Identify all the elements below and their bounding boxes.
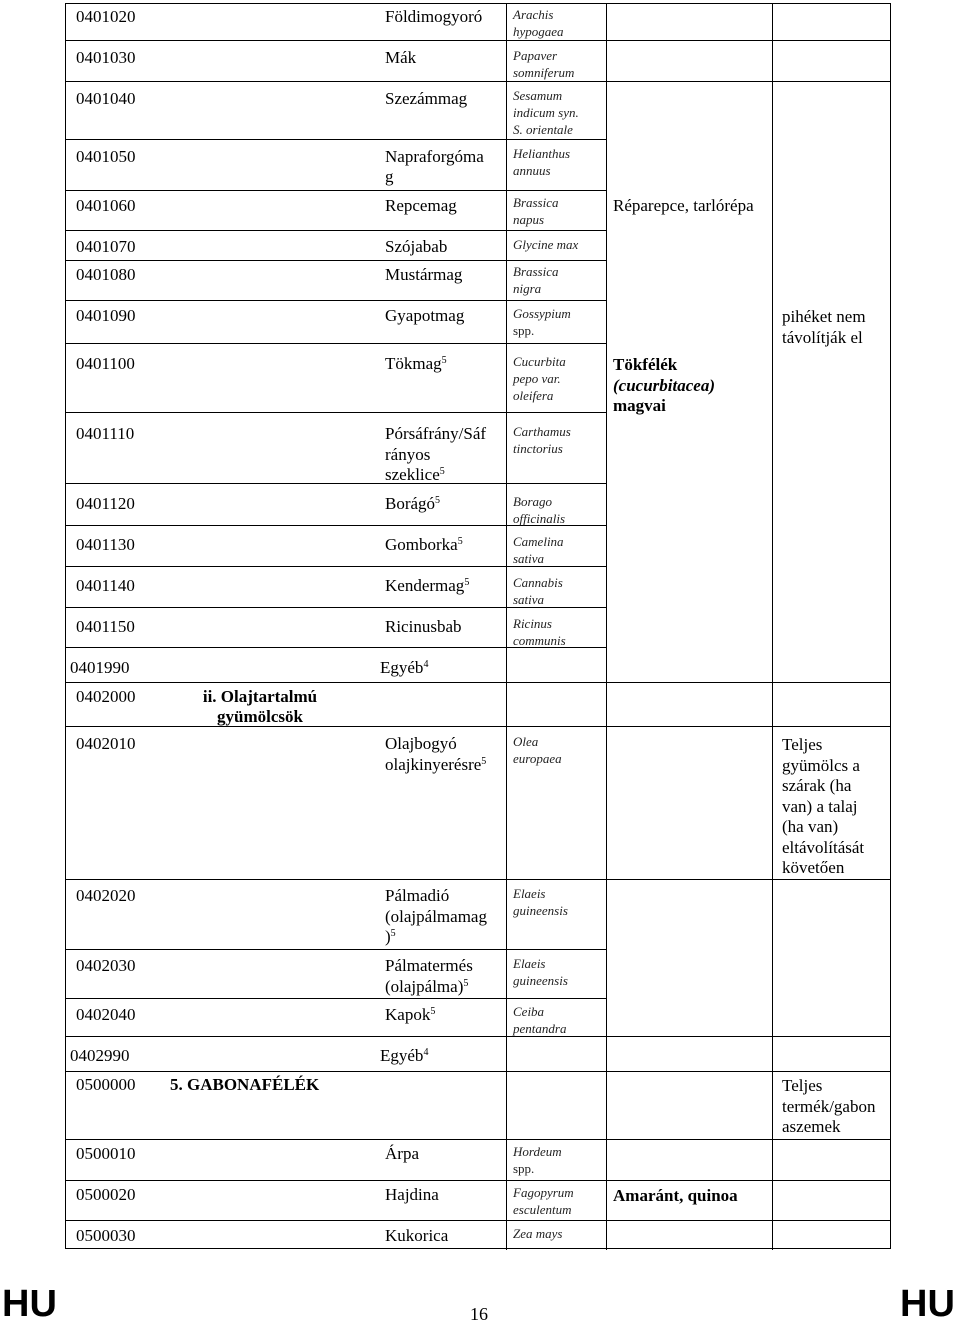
row-scientific-name: Olea europaea	[513, 734, 562, 766]
footer-language-code-left: HU	[2, 1283, 57, 1325]
row-scientific-name: Papaver somniferum	[513, 48, 575, 80]
row-scientific-name: Carthamus tinctorius	[513, 424, 571, 456]
row-code: 0401990	[70, 658, 130, 677]
row-scientific-name: Brassica nigra	[513, 264, 559, 296]
oilfruits-note: Teljes gyümölcs a szárak (ha van) a talaj (ha van) eltávolítását követően	[782, 735, 865, 877]
row-name: Hajdina	[385, 1185, 439, 1204]
row-scientific-name: Ceiba pentandra	[513, 1004, 567, 1036]
row-scientific-name: Arachis hypogaea	[513, 7, 564, 39]
row-name: Mustármag	[385, 265, 463, 284]
row-code: 0401040	[76, 89, 136, 108]
row-name: Tökmag$^5$	[385, 354, 447, 373]
row-code: 0402010	[76, 734, 136, 753]
row-name: Olajbogyó olajkinyerésre$^5$	[385, 734, 487, 774]
row-code: 0402020	[76, 886, 136, 905]
row-code: 0401080	[76, 265, 136, 284]
row-name: Pálmadió (olajpálmamag )$^5$	[385, 886, 487, 946]
section-heading: ii. Olajtartalmú gyümölcsök	[202, 687, 318, 726]
row-code: 0402030	[76, 956, 136, 975]
row-name: Borágó$^5$	[385, 494, 441, 513]
row-name: Gyapotmag	[385, 306, 465, 325]
row-scientific-name: Fagopyrum esculentum	[513, 1185, 574, 1217]
row-name: Árpa	[385, 1144, 419, 1163]
row-code: 0402990	[70, 1046, 130, 1065]
row-code: 0401020	[76, 7, 136, 26]
row-scientific-name: Elaeis guineensis	[513, 886, 568, 918]
row-name: Szezámmag	[385, 89, 468, 108]
row-name: Kendermag$^5$	[385, 576, 470, 595]
row-name: Szójabab	[385, 237, 448, 256]
row-name: Ricinusbab	[385, 617, 462, 636]
row-code: 0500020	[76, 1185, 136, 1204]
row-code: 0500010	[76, 1144, 136, 1163]
row-related-commodities: Réparepce, tarlórépa	[613, 196, 754, 215]
row-name: Kapok$^5$	[385, 1005, 436, 1024]
row-code: 0401050	[76, 147, 136, 166]
row-scientific-name: Sesamum indicum syn. S. orientale	[513, 88, 579, 137]
cereals-note: Teljes termék/gabon aszemek	[782, 1076, 876, 1136]
row-scientific-name: Helianthus annuus	[513, 146, 571, 178]
commodity-table	[65, 3, 891, 1249]
row-code: 0500000	[76, 1075, 136, 1094]
row-scientific-name: Elaeis guineensis	[513, 956, 568, 988]
row-scientific-name: Cucurbita pepo var. oleifera	[513, 354, 566, 403]
row-scientific-name: Glycine max	[513, 237, 579, 252]
row-scientific-name: Borago officinalis	[513, 494, 565, 526]
row-code: 0401140	[76, 576, 135, 595]
row-code: 0402040	[76, 1005, 136, 1024]
row-scientific-name: Brassica napus	[513, 195, 559, 227]
footer-language-code-right: HU	[900, 1283, 955, 1325]
row-code: 0401150	[76, 617, 135, 636]
row-name: Földimogyoró	[385, 7, 483, 26]
row-name: Kukorica	[385, 1226, 449, 1245]
section-heading: 5. GABONAFÉLÉK	[170, 1075, 320, 1094]
row-name: Egyéb$^4$	[380, 658, 429, 677]
row-code: 0401060	[76, 196, 136, 215]
row-related-commodities: Tökfélék (cucurbitacea) magvai	[613, 355, 715, 415]
row-code: 0401070	[76, 237, 136, 256]
row-scientific-name: Zea mays	[513, 1226, 563, 1241]
row-name: Pórsáfrány/Sáf rányos szeklice$^5$	[385, 424, 487, 484]
oilseeds-note: pihéket nem távolítják el	[782, 307, 866, 347]
row-scientific-name: Hordeum spp.	[513, 1144, 562, 1176]
row-code: 0401090	[76, 306, 136, 325]
row-related-commodities: Amaránt, quinoa	[613, 1186, 738, 1205]
row-code: 0500030	[76, 1226, 136, 1245]
row-scientific-name: Cannabis sativa	[513, 575, 563, 607]
row-code: 0401130	[76, 535, 135, 554]
row-name: Repcemag	[385, 196, 457, 215]
page-number: 16	[470, 1304, 488, 1324]
row-code: 0402000	[76, 687, 136, 706]
row-name: Egyéb$^4$	[380, 1046, 429, 1065]
row-code: 0401110	[76, 424, 135, 443]
row-code: 0401030	[76, 48, 136, 67]
row-name: Napraforgóma g	[385, 147, 484, 186]
row-code: 0401120	[76, 494, 135, 513]
row-name: Pálmatermés (olajpálma)$^5$	[385, 956, 473, 996]
row-scientific-name: Gossypium spp.	[513, 306, 571, 338]
row-name: Gomborka$^5$	[385, 535, 463, 554]
row-scientific-name: Camelina sativa	[513, 534, 564, 566]
row-name: Mák	[385, 48, 417, 67]
row-code: 0401100	[76, 354, 135, 373]
row-scientific-name: Ricinus communis	[513, 616, 566, 648]
